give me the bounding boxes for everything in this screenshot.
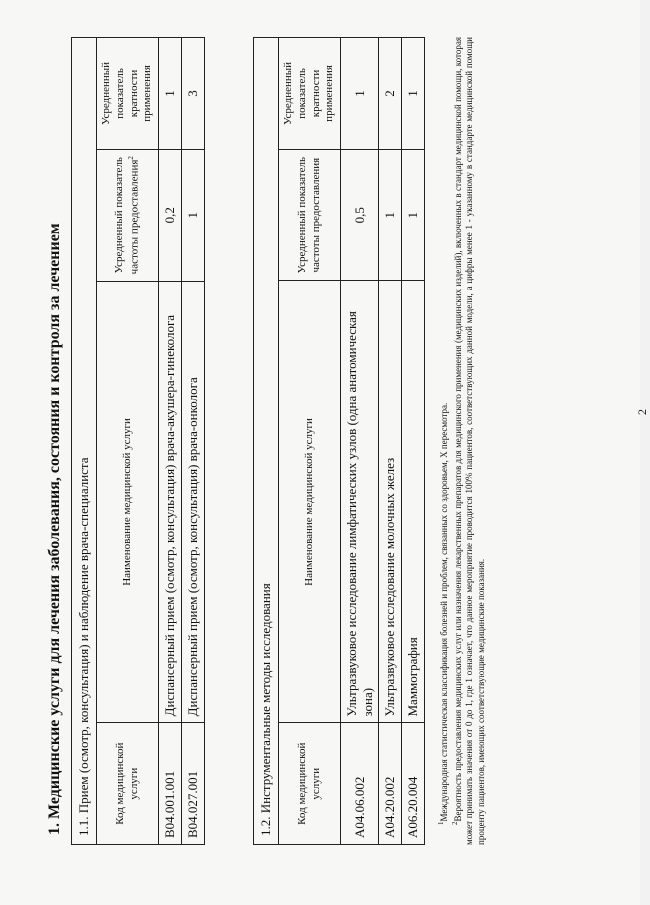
footnote-2 (451, 37, 488, 845)
column-header-multiplicity: Усредненный показатель кратности применения (279, 38, 341, 150)
table-row (182, 38, 205, 845)
service-name: Диспансерный прием (осмотр, консультация) врача-онколога (182, 281, 205, 723)
frequency-value: 0,5 (341, 149, 379, 281)
frequency-value: 1 (402, 149, 425, 281)
frequency-value: 1 (379, 149, 402, 281)
column-header-frequency-text: Усредненный показатель частоты предоставления (112, 157, 141, 275)
service-name: Маммография (402, 281, 425, 723)
footnote-1-marker: 1 (437, 821, 445, 825)
column-header-frequency: Усредненный показатель частоты предоставления (279, 149, 341, 281)
frequency-value: 0,2 (159, 149, 182, 281)
column-header-name: Наименование медицинской услуги (279, 281, 341, 723)
multiplicity-value: 1 (341, 38, 379, 150)
footnote-1 (437, 37, 451, 845)
table-row (402, 38, 425, 845)
multiplicity-value: 1 (159, 38, 182, 150)
table-row (159, 38, 182, 845)
footnotes (437, 37, 488, 845)
service-name: Ультразвуковое исследование молочных желез (379, 281, 402, 723)
multiplicity-value: 2 (379, 38, 402, 150)
table-section-title-row (254, 38, 279, 845)
column-header-multiplicity: Усредненный показатель кратности применения (97, 38, 159, 150)
section-title: 1.2. Инструментальные методы исследования (254, 38, 279, 845)
table-section-title-row (72, 38, 97, 845)
column-header-code: Код медицинской услуги (97, 723, 159, 845)
frequency-value: 1 (182, 149, 205, 281)
service-code: A04.20.002 (379, 723, 402, 845)
table-header-row (279, 38, 341, 845)
column-header-frequency (97, 149, 159, 281)
service-code: B04.027.001 (182, 723, 205, 845)
rotated-content (45, 25, 649, 875)
table-instrumental-methods (253, 37, 425, 845)
service-name: Диспансерный прием (осмотр, консультация) врача-акушера-гинеколога (159, 281, 182, 723)
multiplicity-value: 1 (402, 38, 425, 150)
table-row (379, 38, 402, 845)
footnote-ref-2: 2 (126, 156, 135, 160)
page-number: 2 (635, 409, 649, 415)
service-code: B04.001.001 (159, 723, 182, 845)
service-name: Ультразвуковое исследование лимфатических узлов (одна анатомическая зона) (341, 281, 379, 723)
table-consultations (71, 37, 205, 845)
section-heading: 1. Медицинские услуги для лечения заболевания, состояния и контроля за лечением (46, 223, 63, 835)
table-header-row (97, 38, 159, 845)
multiplicity-value: 3 (182, 38, 205, 150)
service-code: A06.20.004 (402, 723, 425, 845)
service-code: A04.06.002 (341, 723, 379, 845)
footnote-1-text: Международная статистическая классификация болезней и проблем, связанных со здоровьем, X пересмотра. (439, 402, 449, 822)
column-header-name: Наименование медицинской услуги (97, 281, 159, 723)
footnote-2-marker: 2 (450, 821, 459, 825)
section-title: 1.1. Прием (осмотр, консультация) и наблюдение врача-специалиста (72, 38, 97, 845)
column-header-code: Код медицинской услуги (279, 723, 341, 845)
table-row (341, 38, 379, 845)
footnote-2-text: Вероятность предоставления медицинских услуг или назначения лекарственных препаратов для медицинского применения (медицинских изделий), включенных в стандарт медицинской помощи, которая может принимать значения от 0 до 1, где 1 означает, что данное мероприятие проводится 100% пациентов, соответствующих данной модели, а цифры менее 1 - указанному в стандарте медицинской помощи проценту пациентов, имеющих соответствующие медицинские показания. (452, 37, 487, 845)
